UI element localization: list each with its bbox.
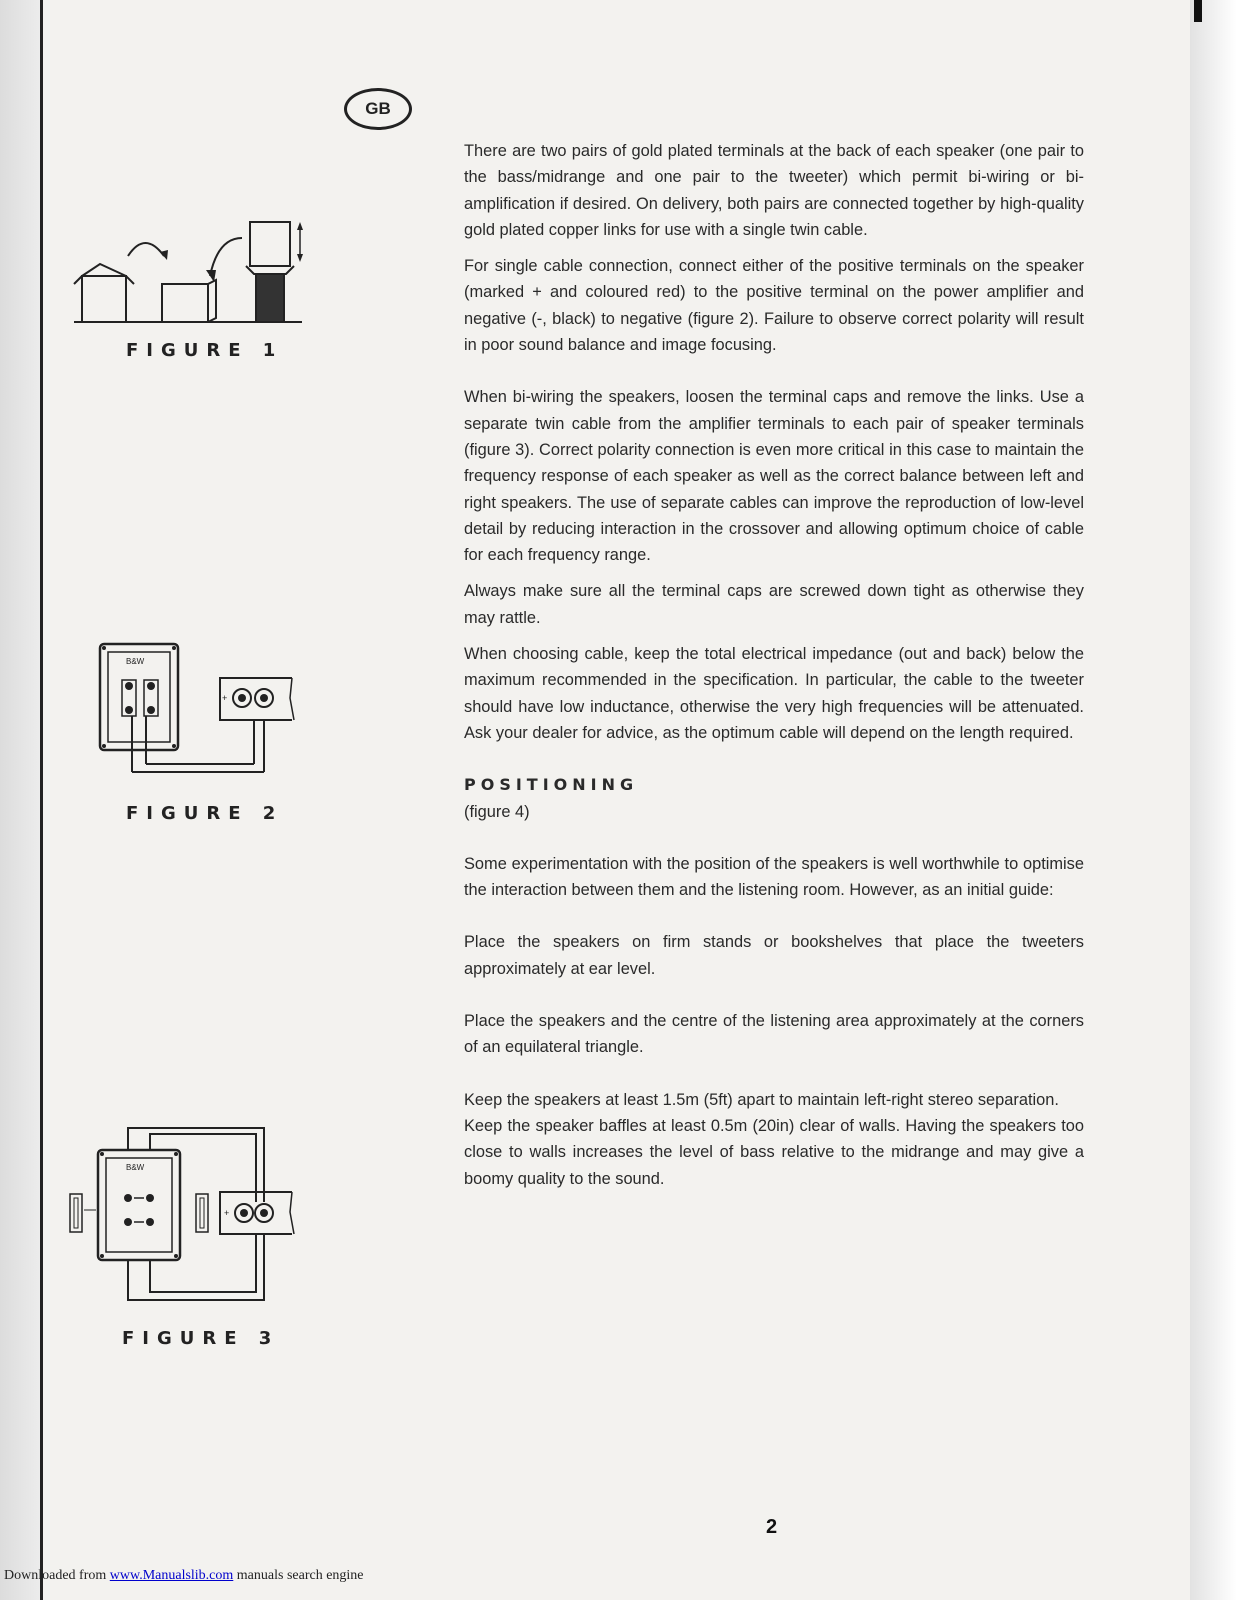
paragraph-separation: Keep the speakers at least 1.5m (5ft) apart to maintain left-right stereo separation. xyxy=(464,1090,1059,1109)
paragraph-terminal-caps: Always make sure all the terminal caps are screwed down tight as otherwise they may rattle. xyxy=(464,582,1084,627)
figure-2-logo: B&W xyxy=(126,657,145,666)
section-subheading: (figure 4) xyxy=(464,802,530,821)
figure-1-illustration xyxy=(70,210,310,330)
scan-left-margin xyxy=(0,0,40,1600)
svg-text:+: + xyxy=(224,1208,230,1218)
language-badge: GB xyxy=(344,88,412,130)
paragraph-experimentation: Some experimentation with the position of the speakers is well worthwhile to optimise the interaction between them and the listening room. However, as an initial guide: xyxy=(464,854,1084,900)
scan-corner-mark xyxy=(1194,0,1202,22)
paragraph-terminals: There are two pairs of gold plated terminals at the back of each speaker (one pair to the bass/midrange and one pair to the tweeter) which permit bi-wiring or bi-amplification if desired. On delivery, both pairs are connected together by high-quality gold plated copper links for use with a single twin cable. xyxy=(464,142,1084,239)
footer-prefix: Downloaded from xyxy=(4,1568,110,1583)
paragraph-ear-level: Place the speakers on firm stands or bookshelves that place the tweeters approximately at ear level. xyxy=(464,933,1084,978)
figure-3-label: FIGURE 3 xyxy=(122,1328,280,1349)
page-number: 2 xyxy=(766,1516,778,1538)
paragraph-bi-wiring: When bi-wiring the speakers, loosen the terminal caps and remove the links. Use a separate twin cable from the amplifier terminals to each pair of speaker terminals (figure 3). Correct polarity connection is even more critical in this case to maintain the frequency response of each speaker as well as the correct balance between left and right speakers. The use of separate cables can improve the reproduction of low-level detail by reducing interaction in the crossover and allowing optimum choice of cable for each frequency range. xyxy=(464,388,1084,565)
body-text-column xyxy=(464,138,1084,1192)
paragraph-walls: Keep the speaker baffles at least 0.5m (20in) clear of walls. Having the speakers too close to walls increases the level of bass relative to the midrange and may give a boomy quality to the sound. xyxy=(464,1116,1084,1188)
scan-binding-edge xyxy=(40,0,43,1600)
svg-text:+: + xyxy=(222,693,228,703)
figure-3-logo: B&W xyxy=(126,1163,145,1172)
figure-1-label: FIGURE 1 xyxy=(126,340,284,361)
footer-link[interactable]: www.Manualslib.com xyxy=(109,1568,234,1583)
download-footer xyxy=(4,1568,364,1584)
paragraph-triangle: Place the speakers and the centre of the listening area approximately at the corners of an equilateral triangle. xyxy=(464,1012,1084,1057)
figure-3-illustration xyxy=(64,1120,304,1308)
scan-right-margin xyxy=(1190,0,1237,1600)
figure-2-illustration xyxy=(94,638,304,788)
paragraph-single-cable: For single cable connection, connect either of the positive terminals on the speaker (marked + and coloured red) to the positive terminal on the power amplifier and negative (-, black) to negative (figure 2). Failure to observe correct polarity will result in poor sound balance and image focusing. xyxy=(464,257,1084,355)
figure-2-label: FIGURE 2 xyxy=(126,803,284,824)
section-heading-positioning: POSITIONING xyxy=(464,775,639,795)
footer-suffix: manuals search engine xyxy=(233,1568,364,1583)
paragraph-choosing-cable: When choosing cable, keep the total electrical impedance (out and back) below the maximum recommended in the specification. In particular, the cable to the tweeter should have low inductance, otherwise the very high frequencies will be attenuated. Ask your dealer for advice, as the optimum cable will depend on the length required. xyxy=(464,645,1084,742)
